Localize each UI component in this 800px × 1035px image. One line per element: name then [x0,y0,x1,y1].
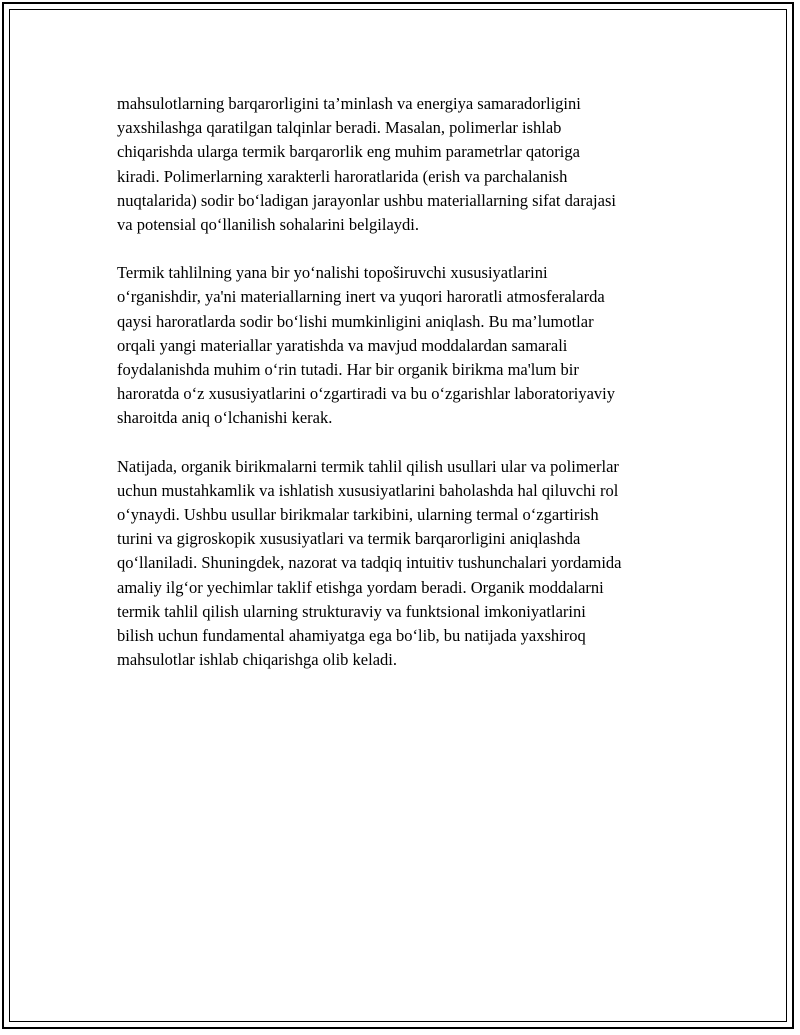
text-line: Natijada, organik birikmalarni termik tahlil qilish usullari ular va polimerlar [117,456,619,476]
text-line: turini va gigroskopik xususiyatlari va termik barqarorligini aniqlashda [117,529,581,549]
text-line: amaliy ilg‘or yechimlar taklif etishga yordam beradi. Organik moddalarni [117,577,604,597]
text-line: foydalanishda muhim o‘rin tutadi. Har bir organik birikma ma'lum bir [117,360,579,380]
text-line: chiqarishda ularga termik barqarorlik eng muhim parametrlar qatoriga [117,142,580,162]
text-line: uchun mustahkamlik va ishlatish xususiyatlarini baholashda hal qiluvchi rol [117,480,619,500]
text-line: bilish uchun fundamental ahamiyatga ega bo‘lib, bu natijada yaxshiroq [117,626,586,646]
text-line: mahsulotlar ishlab chiqarishga olib keladi. [117,650,397,670]
text-line: termik tahlil qilish ularning strukturaviy va funktsional imkoniyatlarini [117,601,586,621]
paragraph-1 [117,92,683,237]
text-line: kiradi. Polimerlarning xarakterli haroratlarida (erish va parchalanish [117,166,568,186]
text-line: orqali yangi materiallar yaratishda va mavjud moddalardan samarali [117,335,568,355]
text-line: yaxshilashga qaratilgan talqinlar beradi. Masalan, polimerlar ishlab [117,118,562,138]
document-body [117,92,683,696]
paragraph-2 [117,261,683,430]
text-line: qo‘llaniladi. Shuningdek, nazorat va tadqiq intuitiv tushunchalari yordamida [117,553,622,573]
text-line: sharoitda aniq o‘lchanishi kerak. [117,408,333,428]
text-line: haroratda o‘z xususiyatlarini o‘zgartiradi va bu o‘zgarishlar laboratoriyaviy [117,384,616,404]
paragraph-3 [117,455,683,673]
text-line: qaysi haroratlarda sodir bo‘lishi mumkinligini aniqlash. Bu ma’lumotlar [117,311,594,331]
text-line: nuqtalarida) sodir bo‘ladigan jarayonlar ushbu materiallarning sifat darajasi [117,190,616,210]
text-line: Termik tahlilning yana bir yo‘nalishi topoširuvchi xususiyatlarini [117,263,548,283]
text-line: va potensial qo‘llanilish sohalarini belgilaydi. [117,215,419,235]
text-line: o‘ynaydi. Ushbu usullar birikmalar tarkibini, ularning termal o‘zgartirish [117,505,599,525]
text-line: mahsulotlarning barqarorligini ta’minlash va energiya samaradorligini [117,94,581,113]
text-line: o‘rganishdir, ya'ni materiallarning inert va yuqori haroratli atmosferalarda [117,287,605,307]
